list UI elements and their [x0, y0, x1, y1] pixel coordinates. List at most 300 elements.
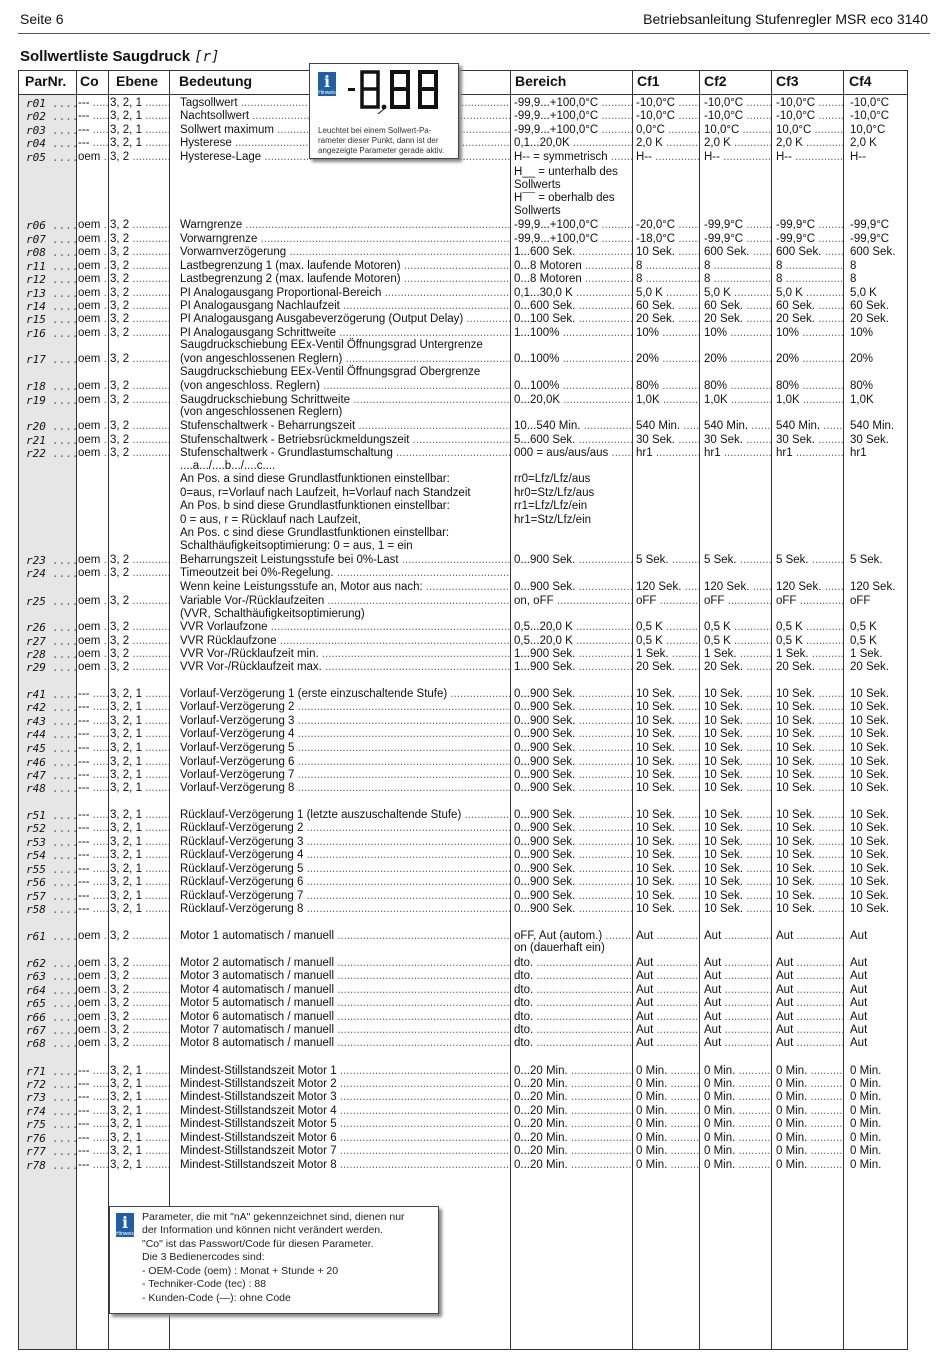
cell-c4: 5,0 K: [850, 287, 877, 299]
cell-co: oem .....: [78, 260, 108, 273]
r22-range-line1: rr0=Lfz/Lfz/aus: [514, 473, 591, 485]
cell-bd: PI Analogausgang Nachlaufzeit .....: [180, 300, 510, 313]
cell-c3: H-- .....: [776, 151, 843, 164]
cell-p: r25 .....: [26, 595, 76, 608]
cell-p: r75 .....: [26, 1118, 76, 1131]
cell-c2: Aut .....: [704, 957, 771, 970]
cell-p: r17 .....: [26, 353, 76, 366]
cell-br: 0...20 Min. .....: [514, 1145, 632, 1158]
cell-c1: 0 Min. .....: [636, 1105, 699, 1118]
cell-br: -99,9...+100,0°C .....: [514, 219, 632, 232]
cell-co: --- .....: [78, 1159, 108, 1172]
cell-bd: Rücklauf-Verzögerung 1 (letzte auszuschaltende Stufe) .....: [180, 809, 510, 822]
cell-c1: 0 Min. .....: [636, 1145, 699, 1158]
cell-eb: 3, 2, 1 .....: [110, 1078, 169, 1091]
table-row: [0, 809, 950, 823]
cell-c4: 0 Min.: [850, 1091, 882, 1103]
cell-c1: 5 Sek. .....: [636, 554, 699, 567]
cell-bd: (von angeschlossenen Reglern) .....: [180, 353, 510, 366]
table-row: [0, 648, 950, 662]
cell-eb: 3, 2 .....: [110, 260, 169, 273]
table-row: [0, 742, 950, 756]
cell-eb: 3, 2 .....: [110, 661, 169, 674]
cell-bd: Mindest-Stillstandszeit Motor 3 .....: [180, 1091, 510, 1104]
cell-p: r11 .....: [26, 260, 76, 273]
cell-br: 0...900 Sek. .....: [514, 876, 632, 889]
cell-c2: 0,5 K .....: [704, 621, 771, 634]
cell-co: --- .....: [78, 756, 108, 769]
cell-co: --- .....: [78, 701, 108, 714]
cell-br: 0,5...20,0 K .....: [514, 635, 632, 648]
table-row: [0, 1091, 950, 1105]
hint-line3: "Co" ist das Passwort/Code für diesen Parameter.: [142, 1238, 374, 1250]
cell-eb: 3, 2, 1 .....: [110, 1159, 169, 1172]
r22-range-line3: rr1=Lfz/Lfz/ein: [514, 500, 588, 512]
cell-co: --- .....: [78, 742, 108, 755]
cell-c1: 0 Min. .....: [636, 1132, 699, 1145]
cell-c3: 0 Min. .....: [776, 1091, 843, 1104]
table-row: [0, 984, 950, 998]
header-rule: [18, 33, 930, 34]
cell-eb: 3, 2, 1 .....: [110, 1105, 169, 1118]
cell-bd: Vorwarngrenze .....: [180, 233, 510, 246]
cell-eb: 3, 2, 1 .....: [110, 849, 169, 862]
cell-co: oem .....: [78, 394, 108, 407]
cell-c3: 0 Min. .....: [776, 1132, 843, 1145]
cell-br: 0...20 Min. .....: [514, 1118, 632, 1131]
segment-display-icon: [348, 68, 448, 114]
cell-c1: -20,0°C .....: [636, 219, 699, 232]
cell-c1: 8 .....: [636, 260, 699, 273]
cell-p: r29 .....: [26, 661, 76, 674]
cell-p: r16 .....: [26, 327, 76, 340]
cell-p: r43 .....: [26, 715, 76, 728]
cell-c4: 10 Sek.: [850, 890, 889, 902]
cell-p: r45 .....: [26, 742, 76, 755]
cell-eb: 3, 2 .....: [110, 287, 169, 300]
cell-bd: Tagsollwert .....: [180, 97, 510, 110]
cell-co: --- .....: [78, 728, 108, 741]
table-row: [0, 554, 950, 568]
cell-c2: hr1 .....: [704, 447, 771, 460]
cell-c2: 120 Sek. .....: [704, 581, 771, 594]
cell-bd: Vorlauf-Verzögerung 2 .....: [180, 701, 510, 714]
cell-c1: 8 .....: [636, 273, 699, 286]
cell-eb: 3, 2 .....: [110, 621, 169, 634]
cell-eb: 3, 2 .....: [110, 420, 169, 433]
page-header-right: Betriebsanleitung Stufenregler MSR eco 3140: [643, 11, 928, 27]
cell-c2: Aut .....: [704, 1011, 771, 1024]
cell-p: r14 .....: [26, 300, 76, 313]
cell-p: r02 .....: [26, 110, 76, 123]
cell-p: r54 .....: [26, 849, 76, 862]
cell-c4: 8: [850, 260, 857, 272]
cell-c3: 10% .....: [776, 327, 843, 340]
cell-c3: 1,0K .....: [776, 394, 843, 407]
cell-c3: 80% .....: [776, 380, 843, 393]
cell-c3: Aut .....: [776, 1024, 843, 1037]
cell-c1: 10 Sek. .....: [636, 728, 699, 741]
cell-c1: 0,0°C .....: [636, 124, 699, 137]
cell-c4: 0 Min.: [850, 1118, 882, 1130]
cell-p: r71 .....: [26, 1065, 76, 1078]
cell-eb: 3, 2, 1 .....: [110, 756, 169, 769]
cell-c4: 0 Min.: [850, 1145, 882, 1157]
cell-c2: 30 Sek. .....: [704, 434, 771, 447]
cell-co: --- .....: [78, 1065, 108, 1078]
r25-meaning-line2: (VVR, Schalthäufigkeitsoptimierung): [180, 608, 365, 620]
cell-c4: 10 Sek.: [850, 756, 889, 768]
cell-c1: 60 Sek. .....: [636, 300, 699, 313]
cell-c2: 10 Sek. .....: [704, 769, 771, 782]
cell-c3: 10 Sek. .....: [776, 742, 843, 755]
cell-p: r78 .....: [26, 1159, 76, 1172]
cell-c2: 10,0°C .....: [704, 124, 771, 137]
cell-c1: 10 Sek. .....: [636, 756, 699, 769]
cell-bd: Vorwarnverzögerung .....: [180, 246, 510, 259]
cell-bd: Sollwert maximum .....: [180, 124, 510, 137]
cell-c1: 80% .....: [636, 380, 699, 393]
cell-co: oem .....: [78, 246, 108, 259]
r22-meaning-line7: Schalthäufigkeitsoptimierung: 0 = aus, 1 = ein: [180, 540, 413, 552]
r05-range-line3: Sollwerts: [514, 179, 561, 191]
table-row: [0, 313, 950, 327]
table-row: [0, 260, 950, 274]
cell-co: --- .....: [78, 769, 108, 782]
cell-c3: 10,0°C .....: [776, 124, 843, 137]
cell-co: --- .....: [78, 876, 108, 889]
table-row: [0, 930, 950, 944]
cell-p: r03 .....: [26, 124, 76, 137]
cell-co: --- .....: [78, 688, 108, 701]
cell-co: oem .....: [78, 567, 108, 580]
cell-c2: 10 Sek. .....: [704, 756, 771, 769]
cell-c4: -10,0°C: [850, 110, 890, 122]
cell-c4: 10 Sek.: [850, 809, 889, 821]
cell-bd: Vorlauf-Verzögerung 1 (erste einzuschaltende Stufe) .....: [180, 688, 510, 701]
cell-p: r52 .....: [26, 822, 76, 835]
cell-bd: Motor 8 automatisch / manuell .....: [180, 1037, 510, 1050]
cell-c1: 10 Sek. .....: [636, 769, 699, 782]
cell-bd: Motor 2 automatisch / manuell .....: [180, 957, 510, 970]
cell-br: dto. .....: [514, 957, 632, 970]
cell-co: oem .....: [78, 1037, 108, 1050]
cell-c4: Aut: [850, 957, 868, 969]
table-row: [0, 1105, 950, 1119]
cell-c3: 0 Min. .....: [776, 1065, 843, 1078]
table-row: [0, 997, 950, 1011]
cell-eb: 3, 2, 1 .....: [110, 97, 169, 110]
cell-c4: 10 Sek.: [850, 863, 889, 875]
cell-co: oem .....: [78, 648, 108, 661]
cell-br: 0...900 Sek. .....: [514, 728, 632, 741]
cell-c4: 10 Sek.: [850, 782, 889, 794]
table-row: [0, 394, 950, 408]
cell-bd: Hysterese-Lage .....: [180, 151, 510, 164]
cell-c4: 10,0°C: [850, 124, 886, 136]
cell-br: dto. .....: [514, 970, 632, 983]
cell-co: --- .....: [78, 863, 108, 876]
cell-c1: 10 Sek. .....: [636, 822, 699, 835]
table-row: [0, 756, 950, 770]
cell-c1: 10 Sek. .....: [636, 688, 699, 701]
cell-c1: 20% .....: [636, 353, 699, 366]
cell-p: r55 .....: [26, 863, 76, 876]
cell-c4: Aut: [850, 984, 868, 996]
cell-c2: 5 Sek. .....: [704, 554, 771, 567]
cell-br: 0...900 Sek. .....: [514, 809, 632, 822]
cell-c3: 10 Sek. .....: [776, 701, 843, 714]
cell-c1: 540 Min. .....: [636, 420, 699, 433]
cell-c3: oFF .....: [776, 595, 843, 608]
cell-p: r66 .....: [26, 1011, 76, 1024]
cell-c3: 10 Sek. .....: [776, 876, 843, 889]
cell-c2: 10 Sek. .....: [704, 863, 771, 876]
cell-co: oem .....: [78, 313, 108, 326]
table-row: [0, 1078, 950, 1092]
cell-c3: 8 .....: [776, 260, 843, 273]
cell-c3: 0 Min. .....: [776, 1159, 843, 1172]
cell-eb: 3, 2 .....: [110, 151, 169, 164]
cell-c2: 10 Sek. .....: [704, 728, 771, 741]
cell-co: oem .....: [78, 219, 108, 232]
cell-bd: Timeoutzeit bei 0%-Regelung. .....: [180, 567, 510, 580]
cell-br: 0...20 Min. .....: [514, 1105, 632, 1118]
cell-c4: 10 Sek.: [850, 728, 889, 740]
cell-co: --- .....: [78, 822, 108, 835]
cell-c3: hr1 .....: [776, 447, 843, 460]
table-row: [0, 970, 950, 984]
cell-c3: 10 Sek. .....: [776, 688, 843, 701]
cell-br: 0...900 Sek. .....: [514, 836, 632, 849]
table-row: [0, 822, 950, 836]
cell-c3: 10 Sek. .....: [776, 863, 843, 876]
cell-br: -99,9...+100,0°C .....: [514, 233, 632, 246]
cell-c3: 10 Sek. .....: [776, 756, 843, 769]
cell-bd: Vorlauf-Verzögerung 5 .....: [180, 742, 510, 755]
cell-c4: 20 Sek.: [850, 661, 889, 673]
cell-c2: 8 .....: [704, 260, 771, 273]
cell-c4: 60 Sek.: [850, 300, 889, 312]
cell-eb: 3, 2, 1 .....: [110, 1118, 169, 1131]
cell-c4: Aut: [850, 1037, 868, 1049]
table-row: [0, 567, 950, 581]
table-row: [0, 447, 950, 461]
cell-eb: 3, 2 .....: [110, 233, 169, 246]
cell-br: -99,9...+100,0°C .....: [514, 124, 632, 137]
cell-bd: Stufenschaltwerk - Betriebsrückmeldungszeit .....: [180, 434, 510, 447]
cell-c4: 120 Sek.: [850, 581, 896, 593]
cell-c2: 10 Sek. .....: [704, 876, 771, 889]
cell-c2: 10 Sek. .....: [704, 809, 771, 822]
cell-br: 1...900 Sek. .....: [514, 661, 632, 674]
cell-br: 000 = aus/aus/aus .....: [514, 447, 632, 460]
cell-br: dto. .....: [514, 1011, 632, 1024]
cell-co: oem .....: [78, 353, 108, 366]
cell-eb: 3, 2, 1 .....: [110, 1091, 169, 1104]
cell-c4: 1 Sek.: [850, 648, 883, 660]
cell-c2: 10 Sek. .....: [704, 701, 771, 714]
cell-c1: 1 Sek. .....: [636, 648, 699, 661]
table-row: [0, 890, 950, 904]
cell-c4: 10 Sek.: [850, 688, 889, 700]
cell-br: 0...900 Sek. .....: [514, 742, 632, 755]
cell-c1: 20 Sek. .....: [636, 661, 699, 674]
cell-co: oem .....: [78, 957, 108, 970]
cell-co: --- .....: [78, 1078, 108, 1091]
table-row: [0, 1118, 950, 1132]
table-row: [0, 151, 950, 165]
cell-c1: Aut .....: [636, 970, 699, 983]
info-icon: i Hinweis: [116, 1213, 134, 1237]
cell-c1: 10 Sek. .....: [636, 849, 699, 862]
cell-br: H-- = symmetrisch .....: [514, 151, 632, 164]
cell-bd: Nachtsollwert .....: [180, 110, 510, 123]
cell-br: 0...900 Sek. .....: [514, 554, 632, 567]
cell-p: r77 .....: [26, 1145, 76, 1158]
cell-c3: 0,5 K .....: [776, 621, 843, 634]
cell-c2: 0 Min. .....: [704, 1118, 771, 1131]
cell-c1: 10 Sek. .....: [636, 246, 699, 259]
cell-p: r67 .....: [26, 1024, 76, 1037]
r05-range-line4: H¯¯ = oberhalb des: [514, 192, 615, 204]
cell-bd: Mindest-Stillstandszeit Motor 1 .....: [180, 1065, 510, 1078]
cell-eb: 3, 2 .....: [110, 957, 169, 970]
cell-co: oem .....: [78, 554, 108, 567]
column-header-cf2: Cf2: [704, 73, 727, 89]
cell-bd: Mindest-Stillstandszeit Motor 5 .....: [180, 1118, 510, 1131]
cell-br: 1...600 Sek. .....: [514, 246, 632, 259]
cell-p: r72 .....: [26, 1078, 76, 1091]
table-row: [0, 621, 950, 635]
cell-co: oem .....: [78, 233, 108, 246]
cell-c1: 0 Min. .....: [636, 1078, 699, 1091]
cell-c2: 10 Sek. .....: [704, 849, 771, 862]
r22-meaning-line5: 0 = aus, r = Rücklauf nach Laufzeit,: [180, 514, 361, 526]
cell-bd: Mindest-Stillstandszeit Motor 8 .....: [180, 1159, 510, 1172]
cell-co: --- .....: [78, 809, 108, 822]
table-row: [0, 273, 950, 287]
table-row: [0, 137, 950, 151]
table-row: [0, 300, 950, 314]
cell-c1: 10 Sek. .....: [636, 782, 699, 795]
cell-br: 0...900 Sek. .....: [514, 903, 632, 916]
cell-eb: 3, 2 .....: [110, 930, 169, 943]
cell-c1: 30 Sek. .....: [636, 434, 699, 447]
cell-co: oem .....: [78, 380, 108, 393]
cell-br: 0...900 Sek. .....: [514, 849, 632, 862]
cell-br: 0...900 Sek. .....: [514, 863, 632, 876]
cell-p: r53 .....: [26, 836, 76, 849]
cell-c2: -10,0°C .....: [704, 110, 771, 123]
cell-br: dto. .....: [514, 997, 632, 1010]
cell-p: r47 .....: [26, 769, 76, 782]
cell-bd: Wenn keine Leistungsstufe an, Motor aus nach: .....: [180, 581, 510, 594]
cell-c2: 1 Sek. .....: [704, 648, 771, 661]
hint-top-line3: angezeigte Parameter gerade aktiv.: [318, 146, 445, 155]
cell-c4: 0 Min.: [850, 1065, 882, 1077]
cell-c4: 10 Sek.: [850, 903, 889, 915]
cell-co: oem .....: [78, 447, 108, 460]
cell-c4: 10 Sek.: [850, 822, 889, 834]
cell-bd: Warngrenze .....: [180, 219, 510, 232]
cell-c4: 20%: [850, 353, 874, 365]
cell-eb: 3, 2 .....: [110, 1024, 169, 1037]
cell-c3: 5,0 K .....: [776, 287, 843, 300]
cell-c4: 0,5 K: [850, 621, 877, 633]
cell-co: oem .....: [78, 1011, 108, 1024]
cell-co: --- .....: [78, 782, 108, 795]
cell-p: r73 .....: [26, 1091, 76, 1104]
hint-box-codes: [109, 1206, 439, 1314]
cell-c4: 0 Min.: [850, 1105, 882, 1117]
cell-bd: PI Analogausgang Proportional-Bereich .....: [180, 287, 510, 300]
r22-meaning-line1: ....a.../....b.../....c....: [180, 460, 276, 472]
table-row: [0, 97, 950, 111]
cell-br: 0...8 Motoren .....: [514, 273, 632, 286]
r22-meaning-line4: An Pos. b sind diese Grundlastfunktionen einstellbar:: [180, 500, 450, 512]
section-code: [r]: [194, 49, 220, 65]
cell-bd: Mindest-Stillstandszeit Motor 2 .....: [180, 1078, 510, 1091]
cell-co: --- .....: [78, 137, 108, 150]
cell-bd: Saugdruckschiebung Schrittweite .....: [180, 394, 510, 407]
r17-meaning-line1: Saugdruckschiebung EEx-Ventil Öffnungsgrad Untergrenze: [180, 339, 483, 351]
cell-p: r20 .....: [26, 420, 76, 433]
cell-c1: 10 Sek. .....: [636, 876, 699, 889]
r05-range-line5: Sollwerts: [514, 205, 561, 217]
page-header-left: Seite 6: [20, 11, 64, 27]
cell-p: r46 .....: [26, 756, 76, 769]
cell-eb: 3, 2, 1 .....: [110, 782, 169, 795]
cell-c2: Aut .....: [704, 984, 771, 997]
cell-p: r28 .....: [26, 648, 76, 661]
cell-br: -99,9...+100,0°C .....: [514, 110, 632, 123]
cell-c2: -99,9°C .....: [704, 219, 771, 232]
cell-c1: 5,0 K .....: [636, 287, 699, 300]
cell-co: oem .....: [78, 984, 108, 997]
cell-co: oem .....: [78, 434, 108, 447]
cell-br: 0,1...30,0 K .....: [514, 287, 632, 300]
cell-c2: 540 Min. .....: [704, 420, 771, 433]
cell-c4: 10%: [850, 327, 874, 339]
cell-c3: 0,5 K .....: [776, 635, 843, 648]
cell-c4: Aut: [850, 1024, 868, 1036]
cell-eb: 3, 2 .....: [110, 273, 169, 286]
cell-br: 0...600 Sek. .....: [514, 300, 632, 313]
hint-line4: Die 3 Bedienercodes sind:: [142, 1251, 265, 1263]
cell-c4: Aut: [850, 930, 868, 942]
cell-br: 10...540 Min. .....: [514, 420, 632, 433]
hint-line6: - Techniker-Code (tec) : 88: [142, 1278, 267, 1290]
cell-c3: 1 Sek. .....: [776, 648, 843, 661]
cell-bd: VVR Vor-/Rücklaufzeit max. .....: [180, 661, 510, 674]
cell-c1: Aut .....: [636, 1024, 699, 1037]
cell-c4: oFF: [850, 595, 871, 607]
table-row: [0, 219, 950, 233]
cell-c3: 0 Min. .....: [776, 1145, 843, 1158]
cell-p: r01 .....: [26, 97, 76, 110]
cell-c2: 80% .....: [704, 380, 771, 393]
cell-c1: 0 Min. .....: [636, 1159, 699, 1172]
cell-br: 0...8 Motoren .....: [514, 260, 632, 273]
cell-p: r63 .....: [26, 970, 76, 983]
cell-c1: oFF .....: [636, 595, 699, 608]
cell-p: r07 .....: [26, 233, 76, 246]
cell-c3: Aut .....: [776, 1011, 843, 1024]
cell-c3: Aut .....: [776, 984, 843, 997]
table-row: [0, 715, 950, 729]
cell-c4: 10 Sek.: [850, 715, 889, 727]
